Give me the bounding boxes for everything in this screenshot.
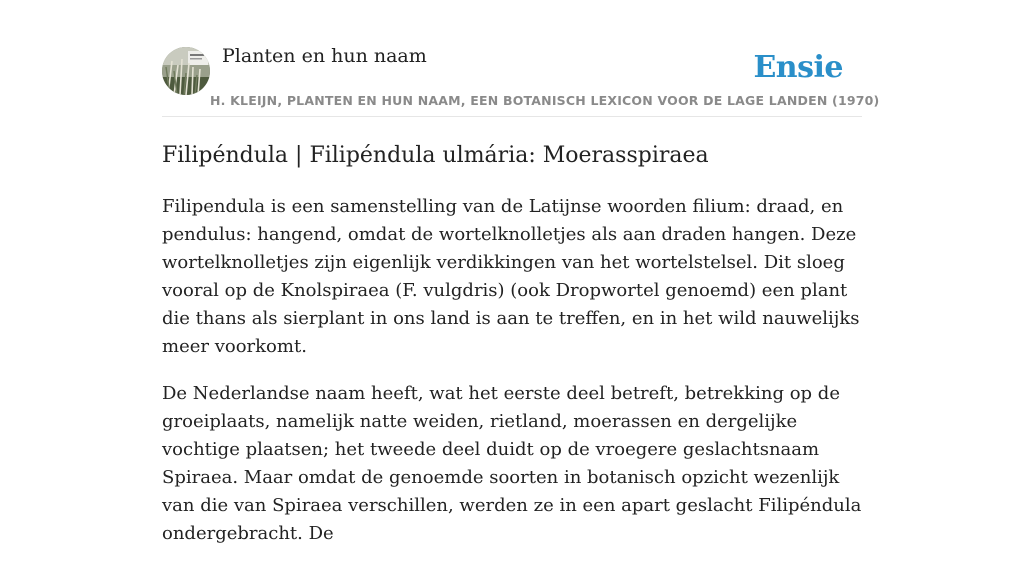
entry-title: Filipéndula | Filipéndula ulmária: Moerasspiraea <box>162 143 709 168</box>
entry-body <box>162 193 862 548</box>
entry-paragraph: Filipendula is een samenstelling van de Latijnse woorden filium: draad, en pendulus: hangend, omdat de wortelknolletjes als aan draden hangen. Deze wortelknolletjes zijn eigenlijk verdikkingen van het wortelstelsel. Dit sloeg vooral op de Knolspiraea (F. vulgdris) (ook Dropwortel genoemd) een plant die thans als sierplant in ons land is aan te treffen, en in het wild nauwelijks meer voorkomt. <box>162 196 860 357</box>
page <box>162 0 880 567</box>
source-title[interactable]: Planten en hun naam <box>222 45 427 67</box>
book-cover-icon <box>162 47 210 95</box>
source-credit[interactable]: H. KLEIJN, PLANTEN EN HUN NAAM, EEN BOTANISCH LEXICON VOOR DE LAGE LANDEN (1970) <box>210 93 880 108</box>
ensie-logo[interactable]: Ensie <box>753 50 843 85</box>
source-header <box>162 0 880 117</box>
source-avatar[interactable] <box>162 47 210 95</box>
entry-paragraph: De Nederlandse naam heeft, wat het eerste deel betreft, betrekking op de groeiplaats, namelijk natte weiden, rietland, moerassen en dergelijke vochtige plaatsen; het tweede deel duidt op de vroegere geslachtsnaam Spiraea. Maar omdat de genoemde soorten in botanisch opzicht wezenlijk van die van Spiraea verschillen, werden ze in een apart geslacht Filipéndula ondergebracht. De <box>162 383 862 544</box>
